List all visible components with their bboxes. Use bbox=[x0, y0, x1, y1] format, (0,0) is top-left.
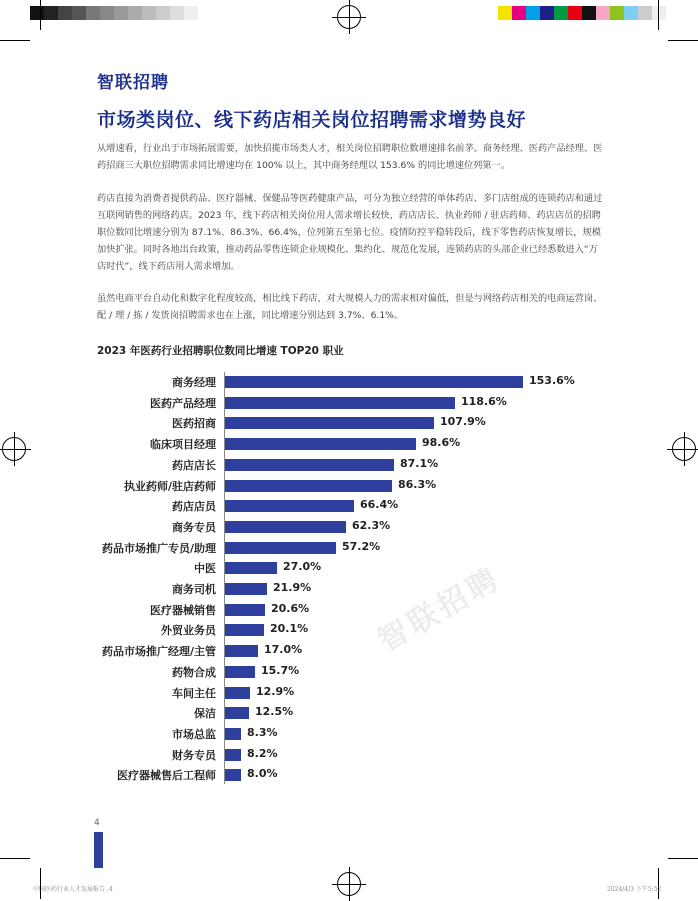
bar bbox=[225, 521, 346, 533]
bar-label: 保洁 bbox=[194, 707, 216, 721]
bar-value-label: 21.9% bbox=[273, 581, 312, 594]
page-number: 4 bbox=[94, 818, 100, 828]
bar-value-label: 20.6% bbox=[271, 601, 310, 615]
bar-label: 药品市场推广经理/主管 bbox=[101, 645, 216, 659]
bar-label: 医药产品经理 bbox=[150, 396, 216, 410]
bar bbox=[225, 645, 258, 657]
bar bbox=[225, 562, 277, 574]
bar-value-label: 57.2% bbox=[342, 539, 381, 553]
bar bbox=[225, 500, 354, 512]
bar-label: 医药招商 bbox=[172, 417, 216, 431]
paragraph-1: 从增速看，行业出于市场拓展需要，加快招揽市场类人才，相关岗位招聘职位数增速排名前茅。商务经理、医药产品经理、医药招商三大职位招聘需求同比增速均在 100% 以上，其中商务经理以 153.6% 的同比增速位列第一。 bbox=[97, 143, 603, 171]
bar-label: 市场总监 bbox=[172, 727, 216, 741]
bar bbox=[225, 376, 523, 388]
footer-right-text: 2024/4/3 下午5:52 bbox=[607, 886, 662, 893]
bar-label: 药店店员 bbox=[172, 500, 216, 514]
bar-value-label: 12.9% bbox=[256, 684, 295, 698]
bar-value-label: 12.5% bbox=[255, 705, 294, 719]
bar-label: 药品市场推广专员/助理 bbox=[101, 541, 216, 555]
bar bbox=[225, 604, 265, 616]
bar bbox=[225, 769, 241, 781]
bar bbox=[225, 728, 241, 740]
page-title: 市场类岗位、线下药店相关岗位招聘需求增势良好 bbox=[97, 109, 527, 131]
bar bbox=[225, 459, 394, 471]
bar bbox=[225, 417, 434, 429]
bar-value-label: 153.6% bbox=[529, 374, 575, 387]
bar bbox=[225, 480, 392, 492]
bar-label: 商务司机 bbox=[172, 583, 216, 596]
bar-value-label: 66.4% bbox=[360, 498, 399, 512]
watermark: 智联招聘 bbox=[372, 560, 508, 660]
bar-label: 中医 bbox=[194, 562, 216, 576]
registration-mark-left bbox=[2, 437, 26, 461]
crop-mark bbox=[0, 858, 30, 859]
bar-label: 医疗器械售后工程师 bbox=[117, 769, 216, 783]
page-accent-bar bbox=[94, 832, 103, 868]
bar-label: 药店店长 bbox=[172, 458, 216, 472]
bar bbox=[225, 583, 267, 595]
registration-mark-right bbox=[672, 437, 696, 461]
bar bbox=[225, 438, 416, 450]
crop-mark bbox=[0, 40, 30, 41]
bar-value-label: 107.9% bbox=[440, 415, 486, 429]
bar-label: 商务经理 bbox=[172, 376, 216, 389]
crop-mark bbox=[40, 0, 41, 30]
registration-mark-bottom bbox=[337, 872, 361, 896]
bar bbox=[225, 749, 241, 761]
bar-label: 商务专员 bbox=[172, 520, 216, 534]
crop-mark bbox=[668, 40, 698, 41]
bar-value-label: 15.7% bbox=[261, 663, 300, 677]
bar bbox=[225, 666, 255, 678]
brand-logo: 智联招聘 bbox=[97, 73, 169, 93]
bar-label: 执业药师/驻店药师 bbox=[123, 479, 216, 493]
footer-left-text: 中国医药行业人才发展报告 .4 bbox=[33, 886, 113, 893]
bar bbox=[225, 707, 249, 719]
crop-mark bbox=[658, 0, 659, 30]
paragraph-2: 药店直接为消费者提供药品、医疗器械、保健品等医药健康产品，可分为独立经营的单体药店、多门店组成的连锁药店和通过互联网销售的网络药店。2023 年，线下药店相关岗位用人需求增长较快，药店店长、执业药师 / 驻店药师、药店店员的招聘职位数同比增速分别为 87.1%、86.3%、66.4%，位列第五至第七位。疫情防控平稳转段后，线下零售药店恢复增长，规模加快扩张。同时各地出台政策，推动药品零售连锁企业规模化、集约化、规范化发展，连锁药店的头部企业已经悉数进入“万店时代”，线下药店用人需求增加。 bbox=[97, 193, 603, 272]
bar-value-label: 87.1% bbox=[400, 456, 439, 470]
bar-label: 医疗器械销售 bbox=[150, 603, 216, 617]
bar-value-label: 8.0% bbox=[247, 767, 278, 781]
bar-value-label: 17.0% bbox=[264, 643, 303, 657]
bar-value-label: 118.6% bbox=[461, 394, 507, 408]
bar bbox=[225, 397, 455, 409]
registration-mark-top bbox=[337, 5, 361, 29]
chart-axis bbox=[224, 372, 225, 784]
bar-value-label: 8.2% bbox=[247, 746, 278, 760]
bar-label: 财务专员 bbox=[172, 748, 216, 762]
bar-label: 临床项目经理 bbox=[150, 438, 216, 452]
paragraph-3: 虽然电商平台自动化和数字化程度较高，相比线下药店，对大规模人力的需求相对偏低，但是与网络药店相关的电商运营岗、配 / 理 / 拣 / 发货岗招聘需求也在上涨，同比增速分别达到 3.7%、6.1%。 bbox=[97, 293, 603, 321]
bar-value-label: 27.0% bbox=[283, 560, 322, 574]
bar bbox=[225, 687, 250, 699]
bar-value-label: 98.6% bbox=[422, 436, 461, 450]
bar-label: 药物合成 bbox=[172, 665, 216, 679]
bar-value-label: 8.3% bbox=[247, 725, 278, 739]
bar bbox=[225, 624, 264, 636]
bar-value-label: 62.3% bbox=[352, 518, 391, 532]
bar bbox=[225, 542, 336, 554]
bar-value-label: 86.3% bbox=[398, 477, 437, 491]
crop-mark bbox=[668, 858, 698, 859]
bar-value-label: 20.1% bbox=[270, 622, 309, 636]
bar-label: 车间主任 bbox=[172, 686, 216, 700]
bar-label: 外贸业务员 bbox=[161, 624, 216, 638]
chart-title: 2023 年医药行业招聘职位数同比增速 TOP20 职业 bbox=[97, 345, 344, 357]
